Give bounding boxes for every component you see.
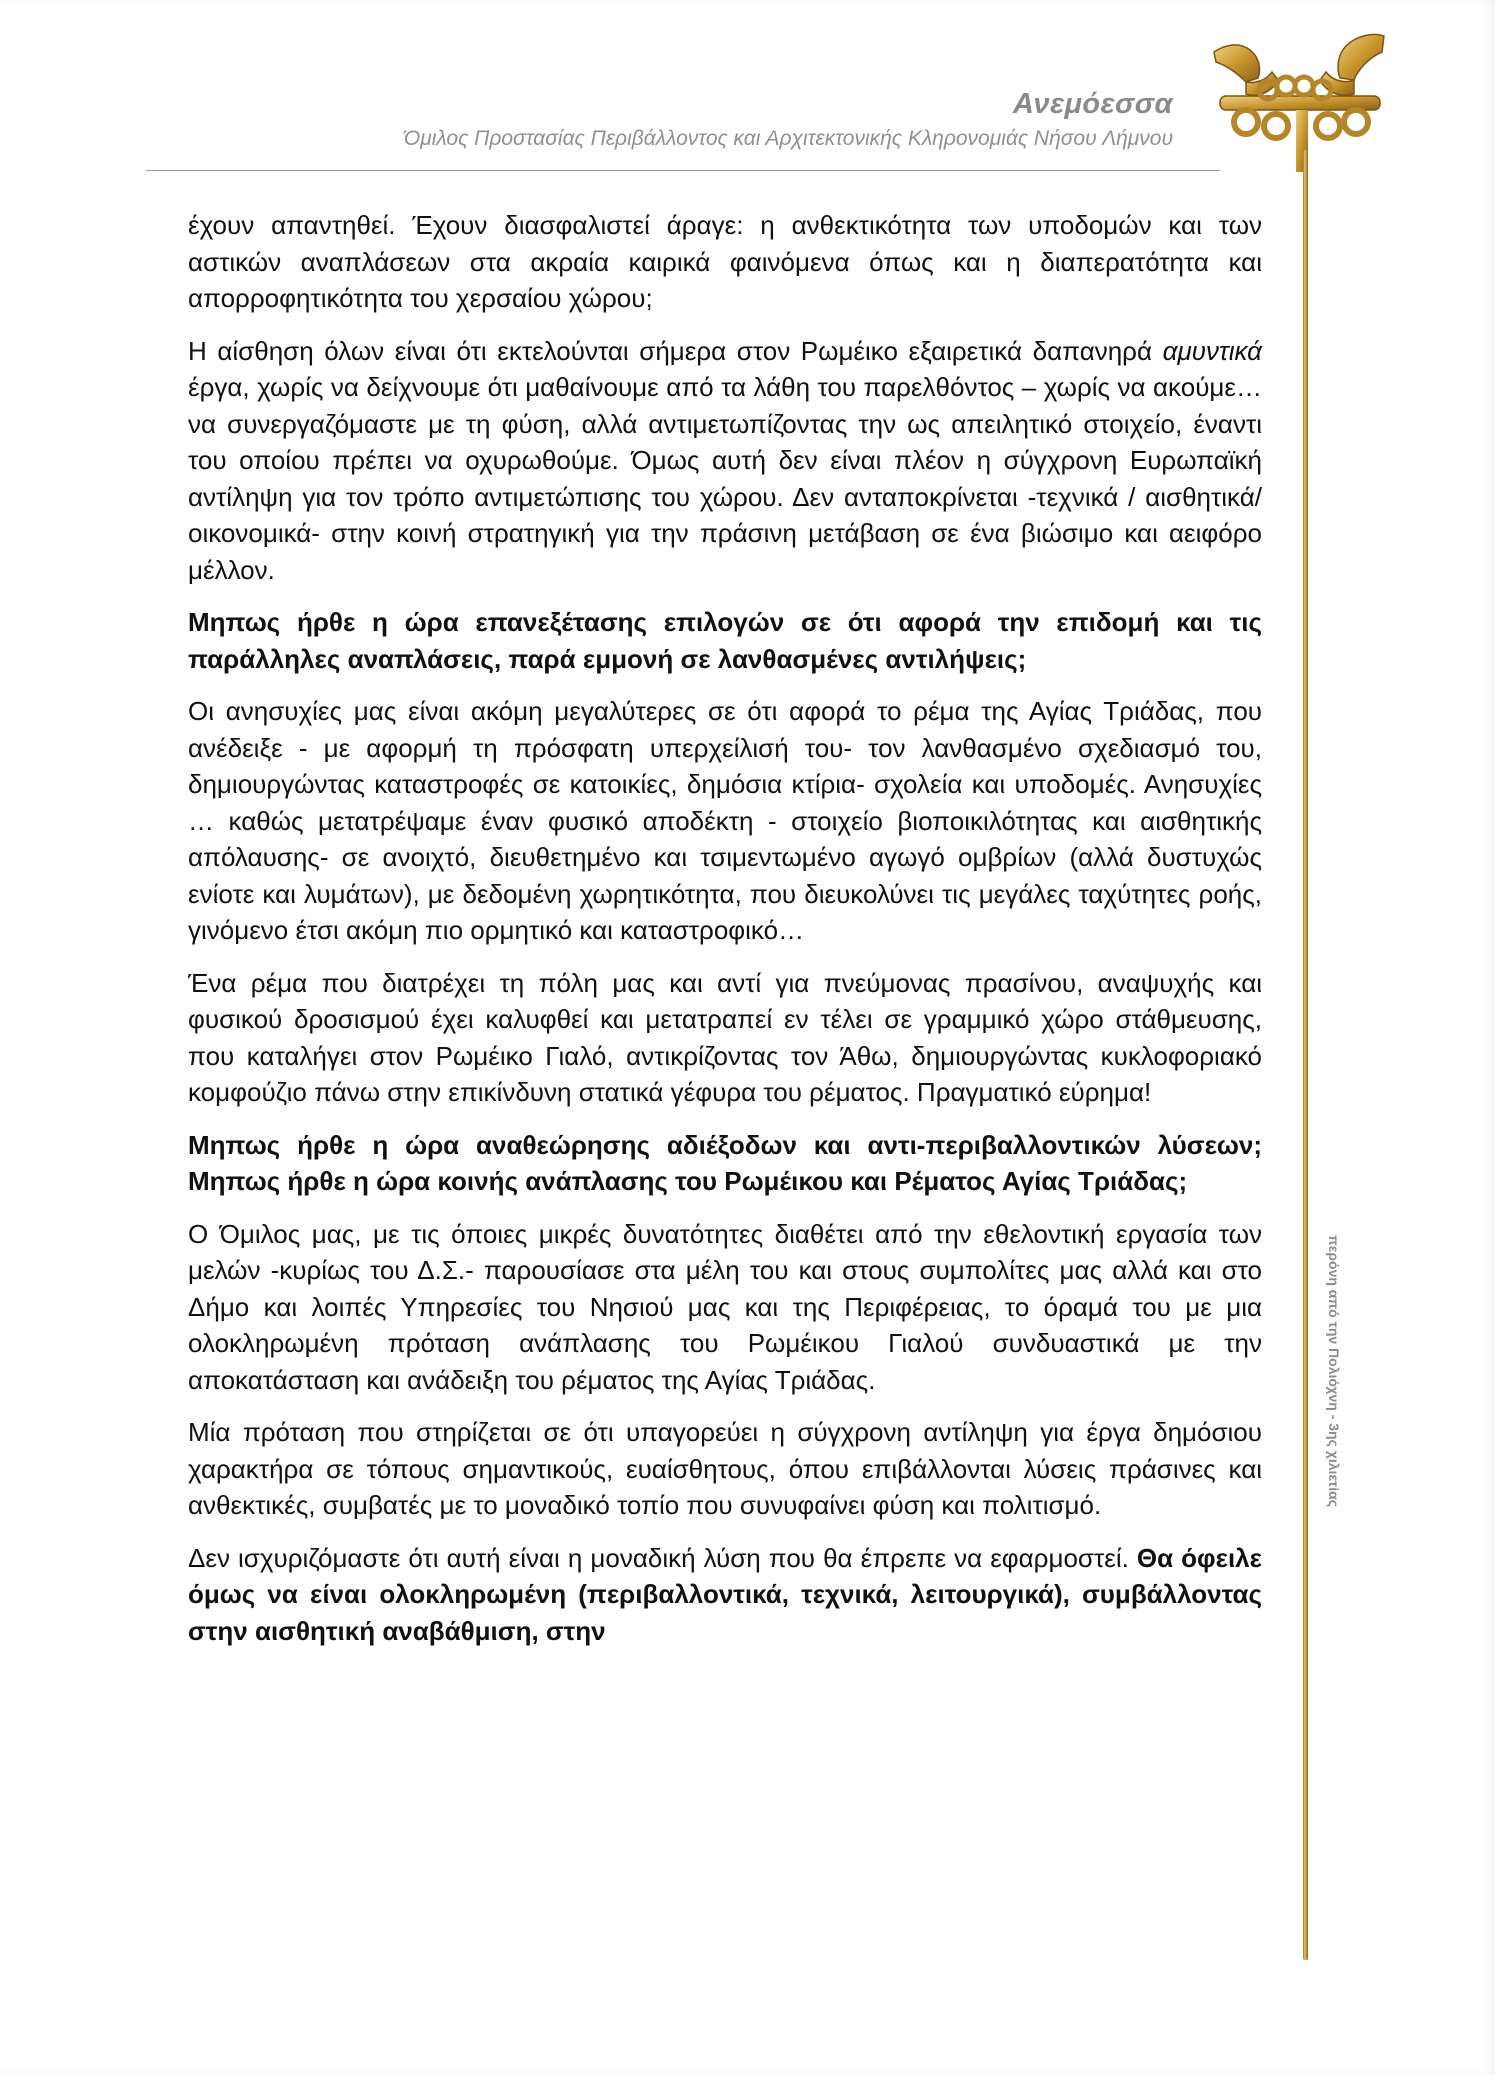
italic-emphasis: αμυντικά bbox=[1162, 335, 1262, 366]
bold-question: Μηπως ήρθε η ώρα επανεξέτασης επιλογών σε ότι αφορά την επιδομή και τις παράλληλες αναπλάσεις, παρά εμμονή σε λανθασμένες αντιλήψεις; bbox=[188, 607, 1262, 674]
paragraph: Ο Όμιλος μας, με τις όποιες μικρές δυνατότητες διαθέτει από την εθελοντική εργασία των μελών -κυρίως του Δ.Σ.- παρουσίασε στα μέλη του και στους συμπολίτες μας αλλά και στο Δήμο και λοιπές Υπηρεσίες του Νησιού μας και της Περιφέρειας, το όραμά του με μια ολοκληρωμένη πρόταση ανάπλασης του Ρωμέικου Γιαλού συνδυαστικά με την αποκατάσταση και ανάδειξη του ρέματος της Αγίας Τριάδας. bbox=[188, 1218, 1262, 1395]
header-divider bbox=[146, 170, 1220, 171]
letter-body bbox=[188, 207, 1262, 1665]
paragraph: Ένα ρέμα που διατρέχει τη πόλη μας και αντί για πνεύμονας πρασίνου, αναψυχής και φυσικού δροσισμού έχει καλυφθεί και μετατραπεί εν τέλει σε γραμμικό χώρο στάθμευσης, που καταλήγει στον Ρωμέικο Γιαλό, αντικρίζοντας τον Άθω, δημιουργώντας κυκλοφοριακό κομφούζιο πάνω στην επικίνδυνη στατικά γέφυρα του ρέματος. Πραγματικό εύρημα! bbox=[188, 967, 1262, 1107]
bold-question: Μηπως ήρθε η ώρα αναθεώρησης αδιέξοδων και αντι-περιβαλλοντικών λύσεων; Μηπως ήρθε η ώρα κοινής ανάπλασης του Ρωμέικου και Ρέματος Αγίας Τριάδας; bbox=[188, 1129, 1262, 1196]
letterhead bbox=[404, 88, 1173, 151]
pin-logo-icon bbox=[1206, 22, 1392, 172]
org-subtitle: Όμιλος Προστασίας Περιβάλλοντος και Αρχιτεκτονικής Κληρονομιάς Νήσου Λήμνου bbox=[403, 127, 1173, 150]
paragraph: Δεν ισχυριζόμαστε ότι αυτή είναι η μοναδική λύση που θα έπρεπε να εφαρμοστεί. Θα όφειλε όμως να είναι ολοκληρωμένη (περιβαλλοντικά, τεχνικά, λειτουργικά), συμβάλλοντας στην αισθητική αναβάθμιση, στην bbox=[188, 1542, 1262, 1646]
paragraph: έχουν απαντηθεί. Έχουν διασφαλιστεί άραγε: η ανθεκτικότητα των υποδομών και των αστικών αναπλάσεων στα ακραία καιρικά φαινόμενα όπως και η διαπερατότητα και απορροφητικότητα του χερσαίου χώρου; bbox=[188, 210, 1262, 313]
paragraph: Οι ανησυχίες μας είναι ακόμη μεγαλύτερες σε ότι αφορά το ρέμα της Αγίας Τριάδας, που ανέδειξε - με αφορμή τη πρόσφατη υπερχείλισή του- τον λανθασμένο σχεδιασμό του, δημιουργώντας καταστροφές σε κατοικίες, δημόσια κτίρια- σχολεία και υποδομές. Ανησυχίες … καθώς μετατρέψαμε έναν φυσικό αποδέκτη - στοιχείο βιοποικιλότητας και αισθητικής απόλαυσης- σε ανοιχτό, διευθετημένο και τσιμεντωμένο αγωγό ομβρίων (αλλά δυστυχώς ενίοτε και λυμάτων), με δεδομένη χωρητικότητα, που διευκολύνει τις μεγάλες ταχύτητες ροής, γινόμενο έτσι ακόμη πιο ορμητικό και καταστροφικό… bbox=[188, 696, 1262, 945]
org-name: Ανεμόεσσα bbox=[1012, 88, 1173, 120]
paragraph: Η αίσθηση όλων είναι ότι εκτελούνται σήμερα στον Ρωμέικο εξαιρετικά δαπανηρά αμυντικά έργα, χωρίς να δείχνουμε ότι μαθαίνουμε από τα λάθη του παρελθόντος – χωρίς να ακούμε… να συνεργαζόμαστε με τη φύση, αλλά αντιμετωπίζοντας την ως απειλητικό στοιχείο, έναντι του οποίου πρέπει να οχυρωθούμε. Όμως αυτή δεν είναι πλέον η σύγχρονη Ευρωπαϊκή αντίληψη για τον τρόπο αντιμετώπισης του χώρου. Δεν ανταποκρίνεται -τεχνικά / αισθητικά/ οικονομικά- στην κοινή στρατηγική για την πράσινη μετάβαση σε ένα βιώσιμο και αειφόρο μέλλον. bbox=[188, 335, 1262, 585]
pin-shaft bbox=[1303, 150, 1308, 1960]
bold-statement: Θα όφειλε όμως να είναι ολοκληρωμένη (περιβαλλοντικά, τεχνικά, λειτουργικά), συμβάλλοντας στην αισθητική αναβάθμιση, στην bbox=[188, 1542, 1262, 1646]
logo-caption: περόνη από την Πολιόχνη - 3ης χιλιετίας bbox=[1326, 1235, 1342, 1508]
paragraph: Μία πρόταση που στηρίζεται σε ότι υπαγορεύει η σύγχρονη αντίληψη για έργα δημόσιου χαρακτήρα σε τόπους σημαντικούς, ευαίσθητους, όπου επιβάλλονται λύσεις πράσινες και ανθεκτικές, συμβατές με το μοναδικό τοπίο που συνυφαίνει φύση και πολιτισμό. bbox=[188, 1417, 1262, 1520]
